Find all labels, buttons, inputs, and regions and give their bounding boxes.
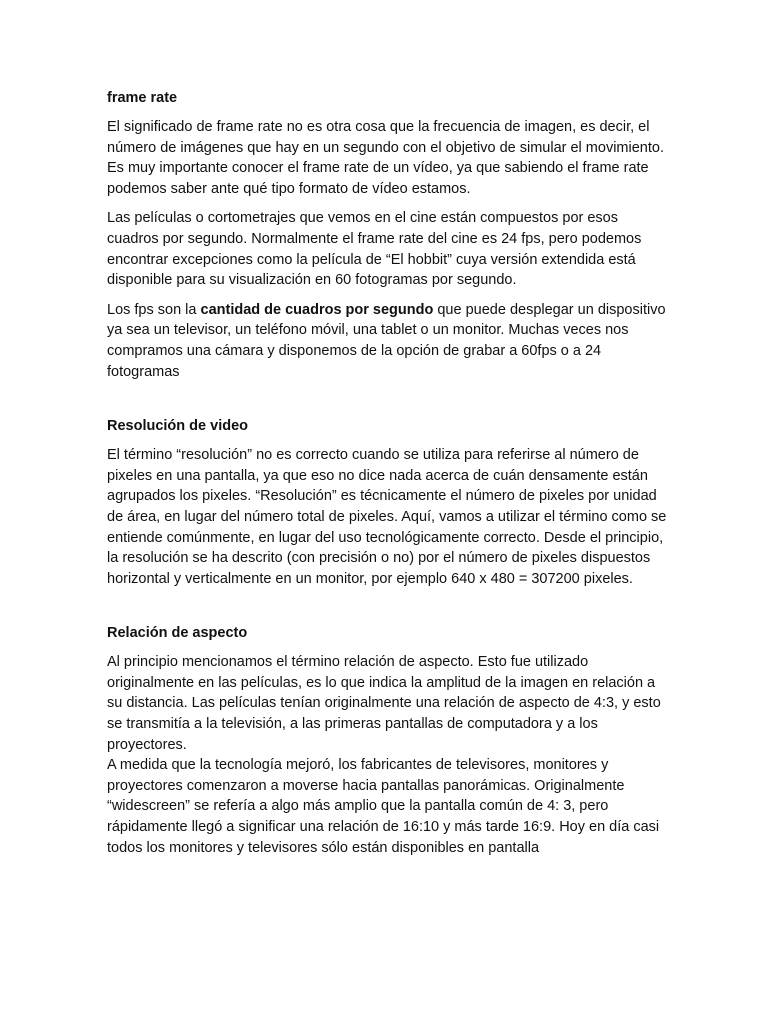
heading-resolucion: Resolución de video bbox=[107, 418, 248, 435]
fps-text-before: Los fps son la bbox=[107, 301, 201, 318]
paragraph-widescreen: A medida que la tecnología mejoró, los fabricantes de televisores, monitores y proyectores comenzaron a moverse hacia pantallas panorámicas. Originalmente “widescreen” se refería a algo más amplio que la pantalla común de 4: 3, pero rápidamente llegó a significar una relación de 16:10 y más tarde 16:9. Hoy en día casi todos los monitores y televisores sólo están disponibles en pantalla bbox=[107, 757, 660, 856]
paragraph-cinema-fps: Las películas o cortometrajes que vemos en el cine están compuestos por esos cuadros por segundo. Normalmente el frame rate del cine es 24 fps, pero podemos encontrar excepciones como la película de “El hobbit” cuya versión extendida está disponible para su visualización en 60 fotogramas por segundo. bbox=[107, 210, 642, 289]
paragraph-resolucion: El término “resolución” no es correcto cuando se utiliza para referirse al número de pixeles en una pantalla, ya que eso no dice nada acerca de cuán densamente están agrupados los pixeles. “Resolución” es técnicamente el número de pixeles por unidad de área, en lugar del número total de pixeles. Aquí, vamos a utilizar el término como se entiende comúnmente, en lugar del uso tecnológicamente correcto. Desde el principio, la resolución se ha descrito (con precisión o no) por el número de pixeles dispuestos horizontal y verticalmente en un monitor, por ejemplo 640 x 480 = 307200 pixeles. bbox=[107, 447, 667, 587]
document-page bbox=[107, 88, 667, 858]
paragraph-aspect-history: Al principio mencionamos el término relación de aspecto. Esto fue utilizado originalmente en las películas, es lo que indica la amplitud de la imagen en relación a su distancia. Las películas tenían originalmente una relación de aspecto de 4:3, y esto se transmitía a la televisión, a las primeras pantallas de computadora y a los proyectores. bbox=[107, 654, 661, 753]
paragraph-frame-rate-definition: El significado de frame rate no es otra cosa que la frecuencia de imagen, es decir, el número de imágenes que hay en un segundo con el objetivo de simular el movimiento. Es muy importante conocer el frame rate de un vídeo, ya que sabiendo el frame rate podemos saber ante qué tipo formato de vídeo estamos. bbox=[107, 119, 664, 197]
section-spacer bbox=[107, 589, 667, 623]
fps-text-bold: cantidad de cuadros por segundo bbox=[200, 301, 434, 318]
fps-text-after: que puede desplegar un dispositivo ya sea un televisor, un teléfono móvil, una tablet o un monitor. Muchas veces nos compramos una cámara y disponemos de la opción de grabar a 60fps o a 24 fotogramas bbox=[107, 301, 666, 380]
heading-frame-rate: frame rate bbox=[107, 90, 178, 106]
section-spacer bbox=[107, 382, 667, 416]
paragraph-fps-devices bbox=[107, 300, 667, 382]
heading-relacion-aspecto: Relación de aspecto bbox=[107, 625, 248, 642]
